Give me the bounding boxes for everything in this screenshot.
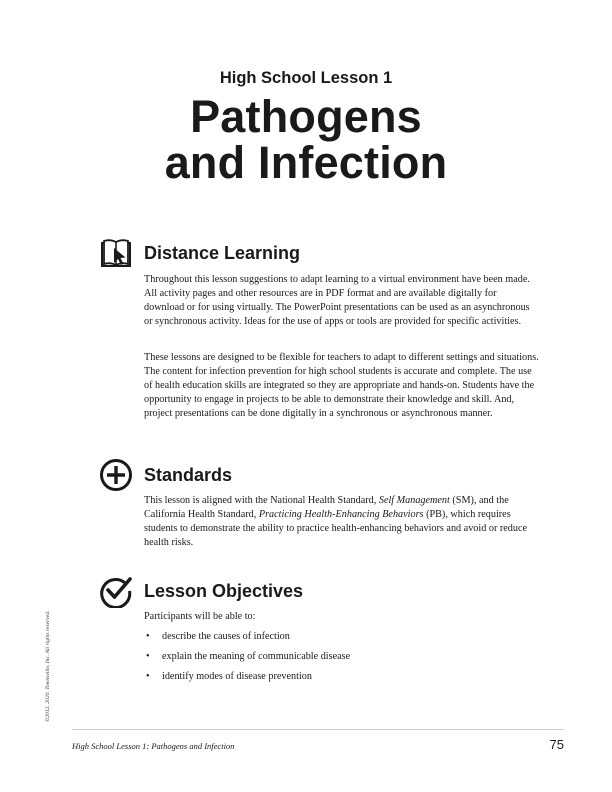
objectives-intro: Participants will be able to: <box>144 611 256 622</box>
footer-divider <box>72 729 564 730</box>
side-copyright: ©2012, 2020. Townsville, Inc. All rights reserved. <box>45 610 51 722</box>
standard-practicing-behaviors: Practicing Health-Enhancing Behaviors <box>258 509 424 520</box>
page-number: 75 <box>549 737 564 752</box>
list-item-text: identify modes of disease prevention <box>162 671 312 682</box>
list-item-text: describe the causes of infection <box>162 631 290 642</box>
lesson-objectives-heading: Lesson Objectives <box>144 581 304 601</box>
standards-heading: Standards <box>144 465 233 485</box>
check-circle-icon <box>99 574 133 608</box>
book-cursor-icon <box>99 236 133 270</box>
bullet: • <box>146 631 150 642</box>
standard-self-management: Self Management <box>378 495 450 506</box>
distance-learning-paragraph-2: These lessons are designed to be flexible for teachers to adapt to different settings and situations. The content for infection prevention for high school students is accurate and complete. The use of health education skills are integrated so they are appropriate and hands-on. Students have the opportunity to engage in projects to be able to demonstrate their knowledge and skill. And, project presentations can be done digitally in a synchronous or asynchronous manner. <box>144 352 539 419</box>
list-item <box>144 650 539 664</box>
title-line-2: and Infection <box>164 137 448 188</box>
list-item-text: explain the meaning of communicable disease <box>162 651 351 662</box>
lesson-label: High School Lesson 1 <box>219 69 393 87</box>
standards-paragraph <box>144 494 539 550</box>
plus-circle-icon <box>99 458 133 492</box>
standards-text-2: (SM), and the California Health Standard, <box>144 495 509 520</box>
distance-learning-heading: Distance Learning <box>144 243 301 263</box>
footer-title: High School Lesson 1: Pathogens and Infection <box>72 741 235 751</box>
page-title <box>0 91 612 188</box>
distance-learning-paragraph-1: Throughout this lesson suggestions to adapt learning to a virtual environment have been made. All activity pages and other resources are in PDF format and are available digitally for download or for using virtually. The PowerPoint presentations can be used as an asynchronous or synchronous activity. Ideas for the use of apps or tools are provided for specific activities. <box>144 274 530 327</box>
list-item <box>144 670 539 684</box>
standards-text-1: This lesson is aligned with the National Health Standard, <box>144 495 379 506</box>
bullet: • <box>146 671 150 682</box>
standards-text-3: (PB), which requires students to demonstrate the ability to practice health-enhancing behaviors and avoid or reduce health risks. <box>144 509 528 548</box>
bullet: • <box>146 651 150 662</box>
title-line-1: Pathogens <box>190 91 422 142</box>
objectives-list <box>144 630 539 690</box>
list-item <box>144 630 539 644</box>
